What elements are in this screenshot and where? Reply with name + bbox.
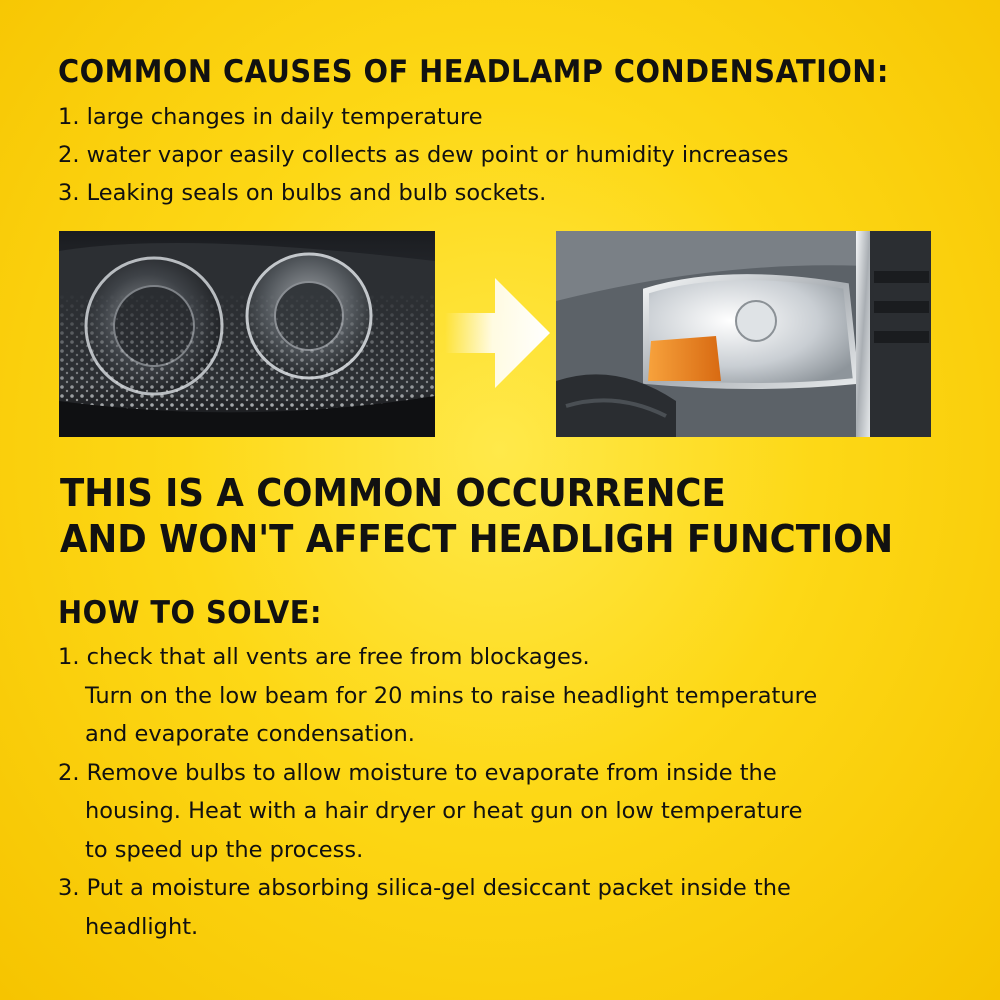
causes-list (58, 98, 788, 212)
solve-item-line: headlight. (85, 913, 199, 940)
foggy-headlamp-illustration (59, 231, 435, 437)
solve-list (58, 638, 817, 946)
solve-item-line: 3. Put a moisture absorbing silica-gel desiccant packet inside the (58, 875, 791, 901)
solve-heading: HOW TO SOLVE: (58, 595, 322, 631)
clear-headlamp-illustration (556, 231, 931, 437)
solve-item-line: 1. check that all vents are free from blockages. (58, 644, 590, 670)
arrow-right-icon (445, 278, 550, 388)
cause-item: 1. large changes in daily temperature (58, 104, 483, 130)
callout-statement (60, 470, 893, 562)
cause-item: 2. water vapor easily collects as dew point or humidity increases (58, 142, 789, 168)
solve-item-line: and evaporate condensation. (85, 721, 415, 747)
cause-item: 3. Leaking seals on bulbs and bulb sockets. (58, 180, 547, 206)
foggy-headlamp-photo (59, 231, 435, 437)
solve-item (58, 754, 817, 870)
solve-item-line: to speed up the process. (85, 836, 364, 863)
callout-line: AND WON'T AFFECT HEADLIGH FUNCTION (60, 517, 894, 561)
solve-item-line: Turn on the low beam for 20 mins to raise headlight temperature (85, 682, 818, 709)
solve-item-line: 2. Remove bulbs to allow moisture to evaporate from inside the (58, 759, 777, 786)
solve-item (58, 869, 817, 946)
causes-heading: COMMON CAUSES OF HEADLAMP CONDENSATION: (58, 54, 889, 90)
solve-item (58, 638, 817, 754)
clear-headlamp-photo (556, 231, 931, 437)
callout-line: THIS IS A COMMON OCCURRENCE (60, 471, 726, 515)
solve-item-line: housing. Heat with a hair dryer or heat gun on low temperature (85, 798, 803, 824)
